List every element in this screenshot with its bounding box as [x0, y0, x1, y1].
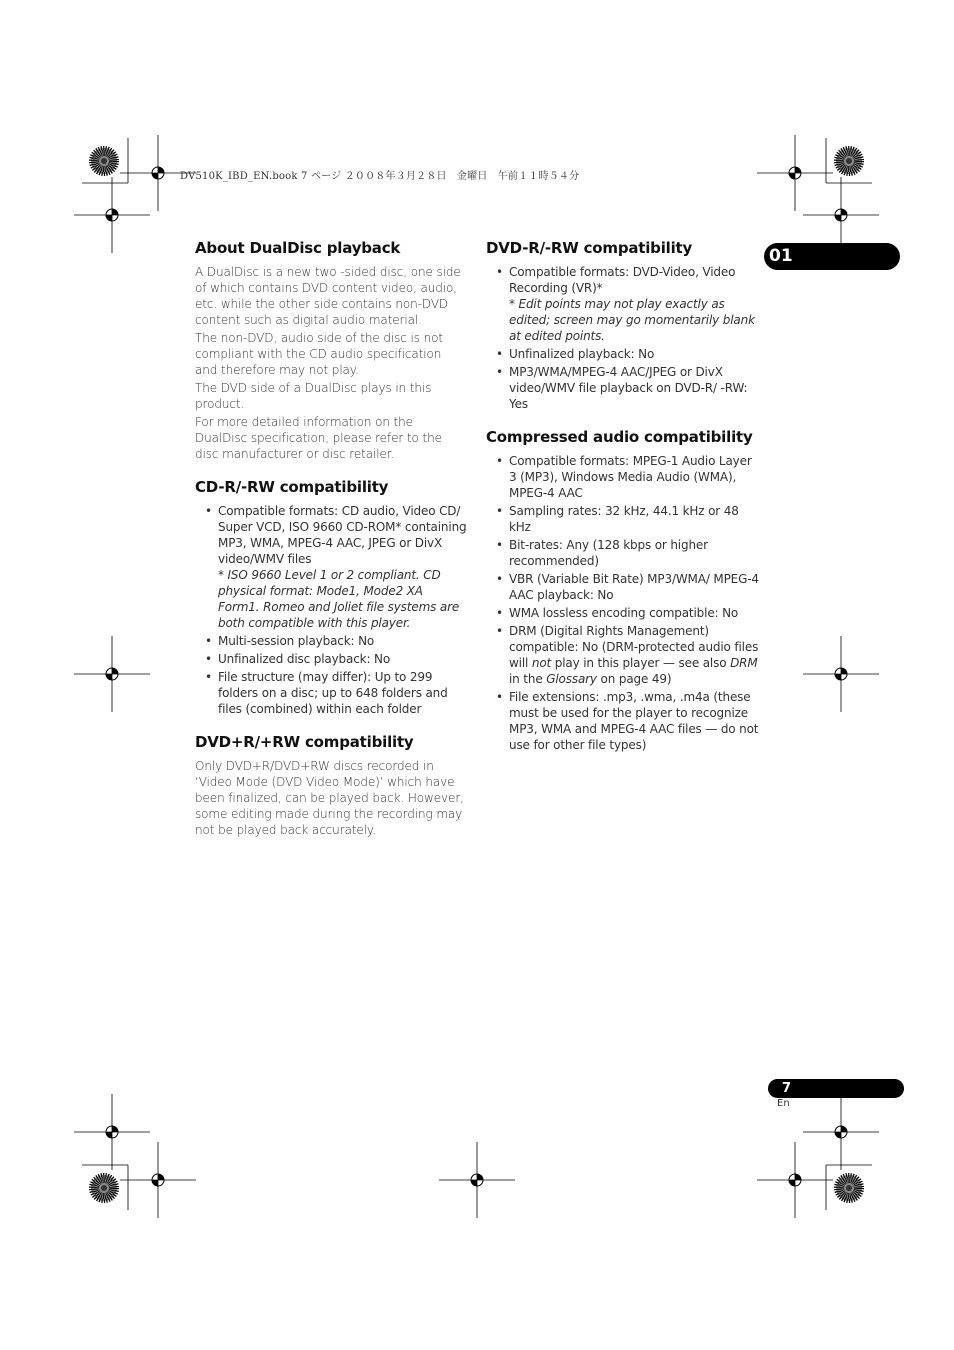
list-item: • MP3/WMA/MPEG-4 AAC/JPEG or DivX video/WMV file playback on DVD-R/ -RW: Yes — [486, 364, 762, 412]
list-item-note: * ISO 9660 Level 1 or 2 compliant. CD physical format: Mode1, Mode2 XA Form1. Romeo and Joliet file systems are both compatible with this player. — [218, 568, 460, 630]
cdr-section — [195, 477, 467, 717]
right-column — [486, 238, 762, 768]
dvdr-heading: DVD-R/-RW compatibility — [486, 239, 693, 257]
list-item-note: * Edit points may not play exactly as edited; screen may go momentarily blank at edited points. — [509, 297, 755, 343]
dvdplus-heading: DVD+R/+RW compatibility — [195, 733, 414, 751]
list-item — [486, 623, 762, 687]
drm-term: DRM — [730, 656, 758, 670]
registration-star-icon — [91, 1175, 117, 1201]
list-item: • WMA lossless encoding compatible: No — [486, 605, 762, 621]
list-item: • Bit-rates: Any (128 kbps or higher recommended) — [486, 537, 762, 569]
registration-cross-icon — [803, 636, 879, 712]
print-header: DV510K_IBD_EN.book 7 ページ ２００８年３月２８日 金曜日 午前１１時５４分 — [180, 171, 580, 182]
list-item: • Unfinalized disc playback: No — [195, 651, 467, 667]
audio-list — [486, 453, 762, 753]
audio-heading: Compressed audio compatibility — [486, 428, 753, 446]
list-item: • Unfinalized playback: No — [486, 346, 762, 362]
left-column — [195, 238, 467, 853]
cdr-heading: CD-R/-RW compatibility — [195, 478, 389, 496]
registration-cross-icon — [803, 1094, 879, 1170]
page-number-tab — [768, 1079, 904, 1098]
dualdisc-paragraph: A DualDisc is a new two -sided disc, one side of which contains DVD content video, audio, etc. while the other side contains non-DVD content such as digital audio material. — [195, 265, 461, 327]
registration-cross-icon — [757, 1142, 833, 1218]
list-item-text: Compatible formats: CD audio, Video CD/ Super VCD, ISO 9660 CD-ROM* containing MP3, WMA, MPEG-4 AAC, JPEG or DivX video/WMV files — [218, 504, 467, 566]
list-item-text: Compatible formats: DVD-Video, Video Recording (VR)* — [509, 265, 736, 295]
dvdr-list — [486, 264, 762, 412]
list-item — [195, 503, 467, 631]
registration-cross-icon — [74, 177, 150, 253]
registration-star-icon — [91, 148, 117, 174]
drm-text-before: DRM (Digital Rights Management) compatible: No (DRM-protected audio files will — [509, 624, 759, 670]
registration-cross-icon — [120, 1142, 196, 1218]
dualdisc-paragraph: The DVD side of a DualDisc plays in this product. — [195, 381, 432, 411]
chapter-tab — [764, 243, 900, 270]
dvdplus-paragraph: Only DVD+R/DVD+RW discs recorded in ‘Video Mode (DVD Video Mode)’ which have been finalized, can be played back. However, some editing made during the recording may not be played back accurately. — [195, 759, 464, 837]
dualdisc-section — [195, 238, 467, 462]
dualdisc-paragraph: The non-DVD, audio side of the disc is not compliant with the CD audio specification and therefore may not play. — [195, 331, 443, 377]
drm-text-not: not — [531, 656, 552, 670]
drm-text-after: on page 49) — [596, 672, 672, 686]
dualdisc-heading: About DualDisc playback — [195, 239, 401, 257]
list-item — [486, 264, 762, 344]
cdr-list — [195, 503, 467, 717]
dualdisc-paragraph: For more detailed information on the DualDisc specification, please refer to the disc manufacturer or disc retailer. — [195, 415, 442, 461]
dvdr-section — [486, 238, 762, 412]
audio-section — [486, 427, 762, 753]
list-item: • File structure (may differ): Up to 299 folders on a disc; up to 648 folders and files (combined) within each folder — [195, 669, 467, 717]
drm-text-in: in the — [509, 672, 547, 686]
chapter-number: 01 — [769, 246, 793, 266]
dvdplus-section — [195, 732, 467, 838]
registration-cross-icon — [803, 177, 879, 253]
registration-star-icon — [836, 1175, 862, 1201]
list-item: • Compatible formats: MPEG-1 Audio Layer 3 (MP3), Windows Media Audio (WMA), MPEG-4 AAC — [486, 453, 762, 501]
registration-cross-icon — [439, 1142, 515, 1218]
list-item: • File extensions: .mp3, .wma, .m4a (these must be used for the player to recognize MP3, WMA and MPEG-4 AAC files — do not use for other file types) — [486, 689, 762, 753]
drm-text-mid: play in this player — see also — [551, 656, 731, 670]
list-item: • VBR (Variable Bit Rate) MP3/WMA/ MPEG-4 AAC playback: No — [486, 571, 762, 603]
list-item: • Sampling rates: 32 kHz, 44.1 kHz or 48 kHz — [486, 503, 762, 535]
registration-cross-icon — [74, 636, 150, 712]
registration-cross-icon — [757, 135, 833, 211]
language-label: En — [777, 1098, 790, 1109]
page-number: 7 — [782, 1081, 792, 1096]
registration-cross-icon — [74, 1094, 150, 1170]
list-item: • Multi-session playback: No — [195, 633, 467, 649]
registration-star-icon — [836, 148, 862, 174]
glossary-ref: Glossary — [546, 672, 597, 686]
